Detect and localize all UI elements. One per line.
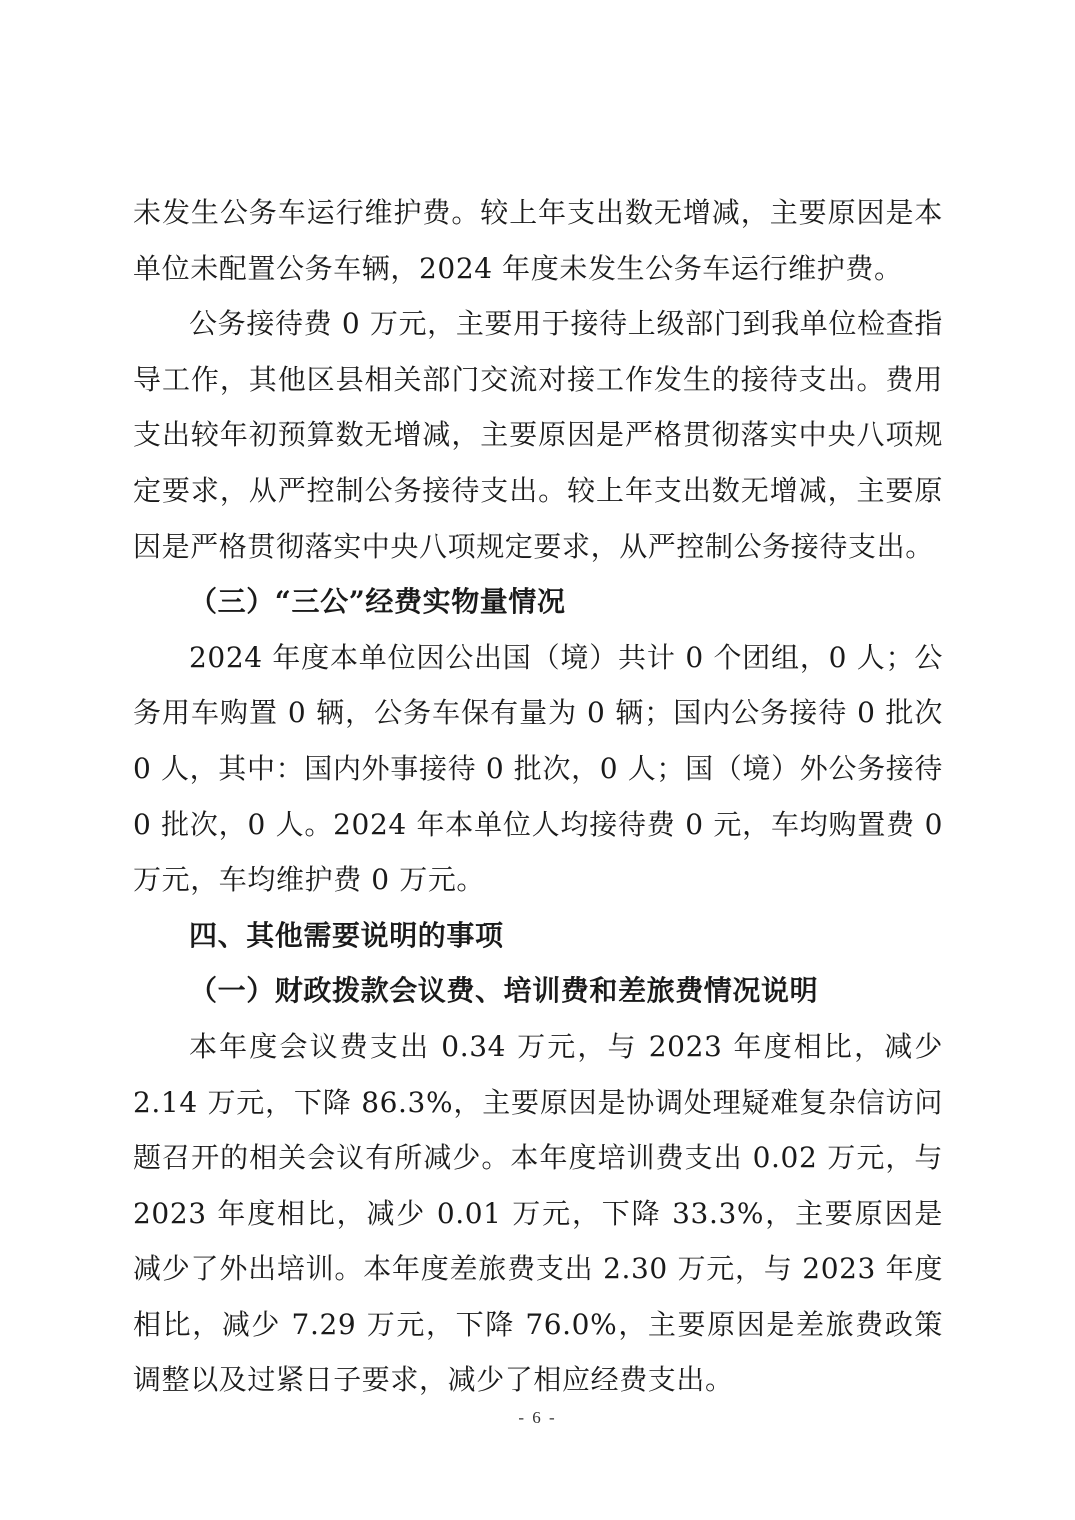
- paragraph-reception-fee: 公务接待费 0 万元，主要用于接待上级部门到我单位检查指导工作，其他区县相关部门交流对接工作发生的接待支出。费用支出较年初预算数无增减，主要原因是严格贯彻落实中央八项规定要求，从严控制公务接待支出。较上年支出数无增减，主要原因是严格贯彻落实中央八项规定要求，从严控制公务接待支出。: [133, 307, 943, 563]
- document-body: [133, 185, 943, 1408]
- section-heading-other-matters: 四、其他需要说明的事项: [189, 918, 504, 952]
- paragraph-physical-quantity: 2024 年度本单位因公出国（境）共计 0 个团组，0 人；公务用车购置 0 辆，公务车保有量为 0 辆；国内公务接待 0 批次 0 人，其中：国内外事接待 0 批次，0 人；国（境）外公务接待 0 批次，0 人。2024 年本单位人均接待费 0 元，车均购置费 0 万元，车均维护费 0 万元。: [133, 640, 943, 897]
- page-number: - 6 -: [518, 1408, 557, 1427]
- paragraph-vehicle-maintenance: 未发生公务车运行维护费。较上年支出数无增减，主要原因是本单位未配置公务车辆，2024 年度未发生公务车运行维护费。: [133, 196, 943, 285]
- subsection-heading-meeting-training-travel: （一）财政拨款会议费、培训费和差旅费情况说明: [189, 974, 819, 1008]
- section-heading-physical-quantity: （三）“三公”经费实物量情况: [189, 585, 566, 619]
- paragraph-meeting-training-travel: 本年度会议费支出 0.34 万元，与 2023 年度相比，减少 2.14 万元，下降 86.3%，主要原因是协调处理疑难复杂信访问题召开的相关会议有所减少。本年度培训费支出 0.02 万元，与 2023 年度相比，减少 0.01 万元，下降 33.3%，主要原因是减少了外出培训。本年度差旅费支出 2.30 万元，与 2023 年度相比，减少 7.29 万元，下降 76.0%，主要原因是差旅费政策调整以及过紧日子要求，减少了相应经费支出。: [133, 1029, 943, 1397]
